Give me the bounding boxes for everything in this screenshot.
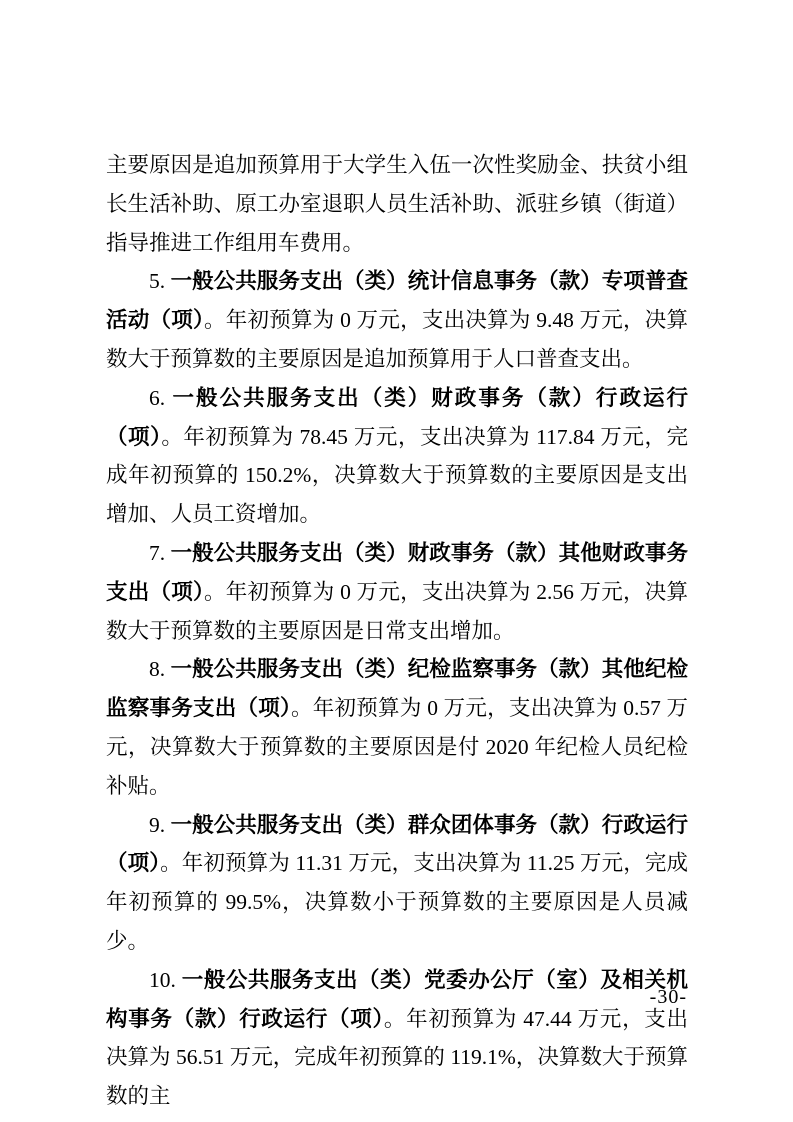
text-run: 6. <box>149 385 173 410</box>
text-run: 7. <box>149 540 171 565</box>
paragraph <box>106 379 688 534</box>
text-run: 主要原因是追加预算用于大学生入伍一次性奖励金、扶贫小组长生活补助、原工办室退职人员生活补助、派驻乡镇（街道）指导推进工作组用车费用。 <box>106 153 688 255</box>
paragraph <box>106 650 688 805</box>
text-run: 5. <box>149 269 171 294</box>
text-run: 。年初预算为 78.45 万元，支出决算为 117.84 万元，完成年初预算的 150.2%，决算数大于预算数的主要原因是支出增加、人员工资增加。 <box>106 424 688 527</box>
heading-run: 一般公共服务支出（类）党委办公厅（室）及相关机构事务（款）行政运行（项） <box>106 967 689 1031</box>
heading-run: 一般公共服务支出（类）纪检监察事务（款）其他纪检监察事务支出（项） <box>106 657 688 721</box>
text-run: 。年初预算为 0 万元，支出决算为 9.48 万元，决算数大于预算数的主要原因是追加预算用于人口普查支出。 <box>106 308 688 371</box>
paragraph <box>106 806 688 961</box>
page-content <box>106 146 688 1116</box>
paragraph <box>106 262 688 378</box>
heading-run: 一般公共服务支出（类）财政事务（款）其他财政事务支出（项） <box>106 540 688 604</box>
paragraph <box>106 534 688 650</box>
text-run: 8. <box>149 657 171 682</box>
text-run: 。年初预算为 11.31 万元，支出决算为 11.25 万元，完成年初预算的 99.5%，决算数小于预算数的主要原因是人员减少。 <box>106 851 688 953</box>
text-run: 9. <box>149 812 171 837</box>
text-run: 。年初预算为 0 万元，支出决算为 0.57 万元，决算数大于预算数的主要原因是付 2020 年纪检人员纪检补贴。 <box>106 696 688 798</box>
page-number: -30- <box>649 986 687 1008</box>
heading-run: 一般公共服务支出（类）群众团体事务（款）行政运行（项） <box>106 812 688 876</box>
heading-run: 一般公共服务支出（类）财政事务（款）行政运行（项） <box>106 385 688 449</box>
paragraph <box>106 961 688 1116</box>
text-run: 。年初预算为 47.44 万元，支出决算为 56.51 万元，完成年初预算的 119.1%，决算数大于预算数的主 <box>106 1006 688 1109</box>
paragraph <box>106 146 688 262</box>
text-run: 10. <box>149 967 182 992</box>
heading-run: 一般公共服务支出（类）统计信息事务（款）专项普查活动（项） <box>106 269 688 333</box>
text-run: 。年初预算为 0 万元，支出决算为 2.56 万元，决算数大于预算数的主要原因是日常支出增加。 <box>106 579 688 643</box>
